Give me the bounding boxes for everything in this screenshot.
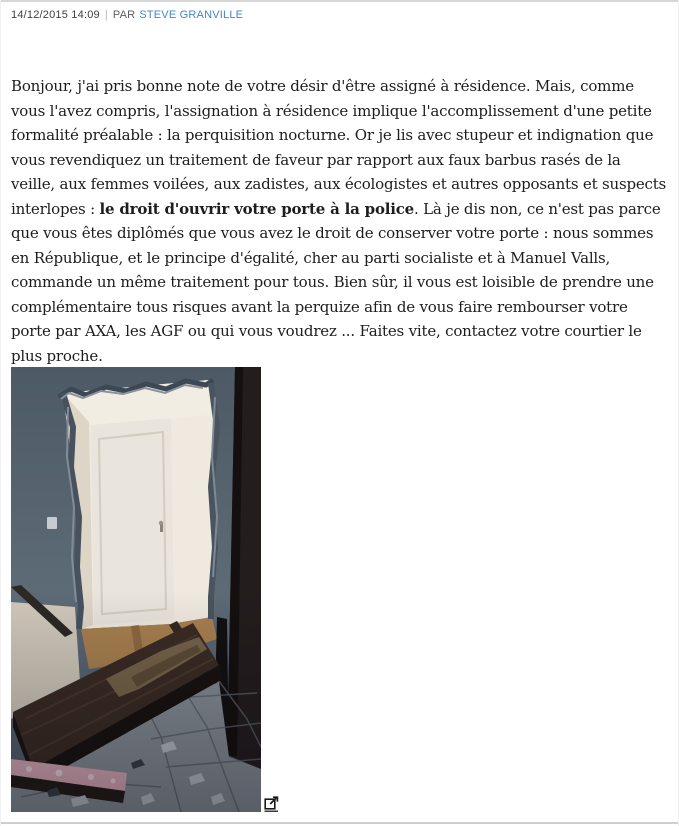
text-after-bold: . Là je dis non, ce n'est pas parce que vous êtes diplômés que vous avez le droit de conserver votre porte : nous sommes en République, et le principe d'égalité, cher au parti socialiste et à Manuel Valls, commande un même traitement pour tous. Bien sûr, il vous est loisible de prendre une complémentaire tous risques avant la perquize afin de vous faire rembourser votre porte par AXA, les AGF ou qui vous voudrez ... Faites vite, contactez votre courtier le plus proche. bbox=[11, 199, 661, 365]
attached-photo-broken-door[interactable] bbox=[11, 367, 261, 812]
bottom-divider bbox=[1, 822, 679, 824]
separator: | bbox=[104, 9, 108, 21]
comment-text bbox=[11, 74, 668, 368]
comment-header bbox=[11, 9, 668, 22]
photo-row bbox=[11, 367, 280, 812]
byline-prefix: PAR bbox=[112, 9, 136, 21]
timestamp: 14/12/2015 14:09 bbox=[11, 9, 100, 21]
open-in-new-icon[interactable] bbox=[264, 795, 280, 812]
broken-door-photo-graphic bbox=[11, 367, 261, 812]
text-before-bold: Bonjour, j'ai pris bonne note de votre désir d'être assigné à résidence. Mais, comme vous l'avez compris, l'assignation à résidence implique l'accomplissement d'une petite formalité préalable : la perquisition nocturne. Or je lis avec stupeur et indignation que vous revendiquez un traitement de faveur par rapport aux faux barbus rasés de la veille, aux femmes voilées, aux zadistes, aux écologistes et autres opposants et suspects interlopes : bbox=[11, 77, 667, 218]
bold-claim: le droit d'ouvrir votre porte à la police bbox=[99, 199, 415, 218]
author-link[interactable]: STEVE GRANVILLE bbox=[139, 9, 244, 21]
top-divider bbox=[1, 0, 679, 2]
